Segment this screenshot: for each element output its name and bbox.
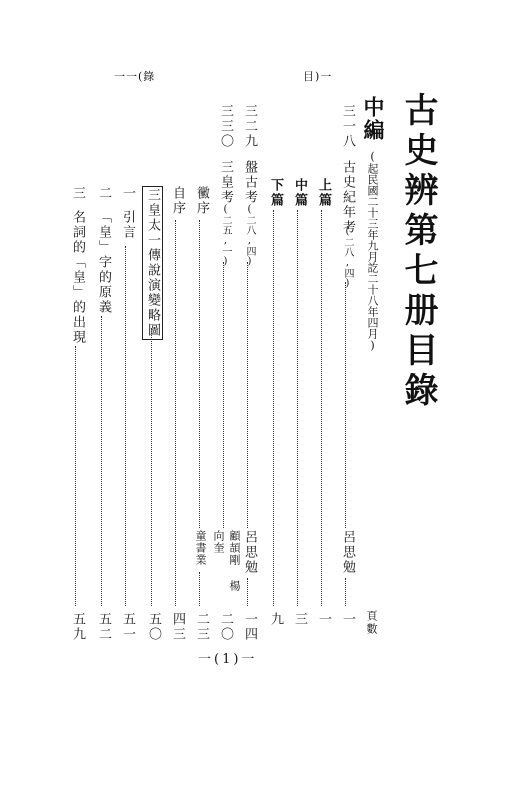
dot-leader (125, 246, 126, 606)
entry-title: 引言 (120, 210, 135, 240)
entry-date-note: (二八,四) (244, 204, 255, 267)
entry-page: 一 (340, 612, 355, 627)
entry-page: 五二 (96, 612, 111, 642)
entry-number: 二 (96, 186, 111, 201)
entry-page: 二〇 (218, 612, 233, 642)
entry-date-note: (二八,四) (342, 226, 353, 289)
dot-leader (101, 316, 102, 606)
entry-page: 三 (292, 612, 307, 627)
dot-leader (151, 328, 152, 606)
page-number-label: 頁數 (365, 610, 378, 636)
entry-title: 中篇 (292, 178, 307, 208)
entry-number: 三二九 (242, 104, 257, 149)
entry-page: 四三 (170, 612, 185, 642)
entry-number: 三 (70, 186, 85, 201)
running-header-left: 一一(錄 (114, 70, 156, 83)
entry-page: 五一 (120, 612, 135, 642)
entry-title: 「皇」字的原義 (96, 210, 111, 315)
dot-leader (247, 262, 248, 528)
page-number-footer: 一(1)一 (198, 652, 258, 667)
entry-author: 童書業 (194, 530, 207, 566)
entry-title: 上篇 (316, 178, 331, 208)
entry-page: 五九 (70, 612, 85, 642)
entry-number: 三三〇 (218, 104, 233, 149)
entry-title: 黴序 (194, 186, 209, 216)
entry-title: 三皇考 (218, 160, 233, 205)
entry-title: 盤古考 (242, 160, 257, 205)
dot-leader (273, 210, 274, 606)
entry-date-note: (二五,一) (220, 204, 231, 267)
entry-page: 一四 (242, 612, 257, 642)
page-title: 古史辨第七册目錄 (398, 92, 438, 412)
entry-authors: 顧頡剛 楊向奎 (212, 530, 241, 592)
entry-title: 古史紀年考 (340, 160, 355, 235)
dot-leader (321, 210, 322, 606)
section-heading: 中編 (361, 96, 386, 142)
entry-page: 一 (316, 612, 331, 627)
entry-number: 一 (120, 186, 135, 201)
entry-page: 九 (268, 612, 283, 627)
dot-leader (199, 220, 200, 528)
entry-author: 呂思勉 (242, 530, 257, 575)
dot-leader (223, 262, 224, 528)
dot-leader (175, 220, 176, 606)
dot-leader (345, 578, 346, 606)
dot-leader (199, 572, 200, 606)
dot-leader (345, 282, 346, 528)
dot-leader (75, 346, 76, 606)
entry-title: 自序 (170, 186, 185, 216)
entry-page: 五〇 (146, 612, 161, 642)
entry-title: 下篇 (268, 178, 283, 208)
entry-author: 呂思勉 (340, 530, 355, 575)
entry-title: 名詞的「皇」的出現 (70, 210, 85, 345)
entry-page: 二三 (194, 612, 209, 642)
section-date-range: (起民國二十三年九月訖二十八年四月) (366, 150, 379, 352)
dot-leader (247, 578, 248, 606)
dot-leader (297, 210, 298, 606)
running-header-right: 目)一 (303, 70, 333, 83)
entry-title: 三皇太一傳說演變略圖 (142, 186, 163, 340)
entry-number: 三一八 (340, 104, 355, 149)
